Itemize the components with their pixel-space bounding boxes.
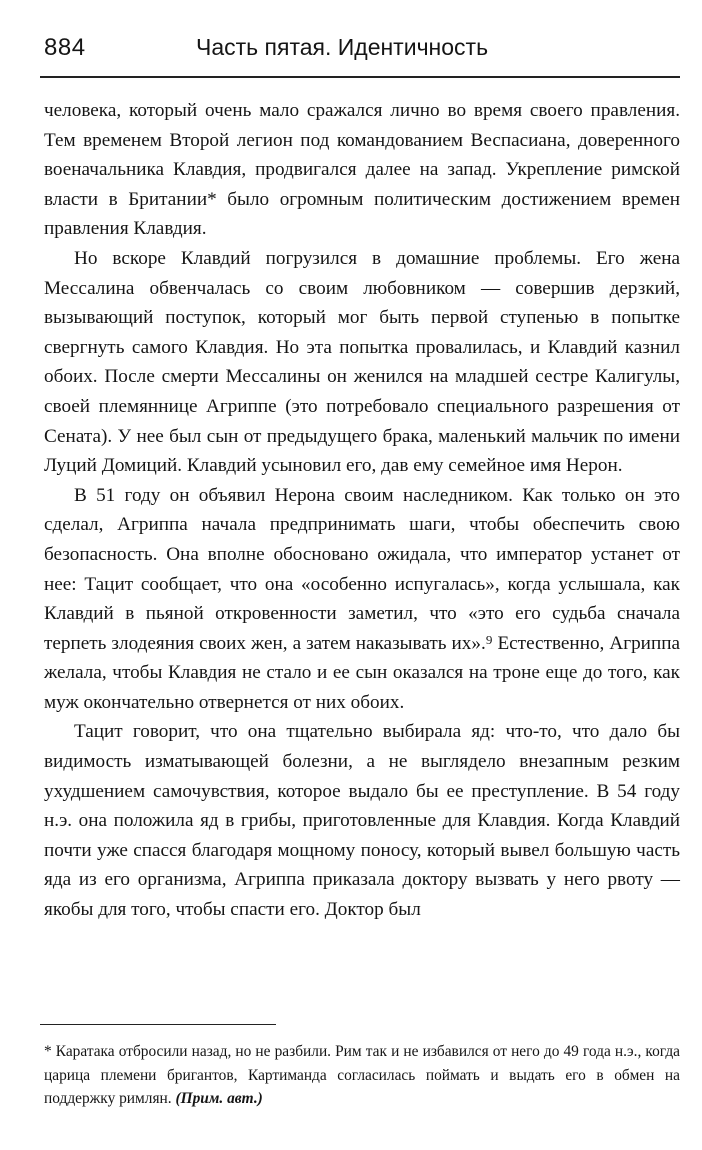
footnote (44, 1040, 680, 1111)
footnote-text: * Каратака отбросили назад, но не разбили. Рим так и не избавился от него до 49 года н.э., когда царица племени бригантов, Картиманда согласилась поймать и выдать его в обмен на поддержку римлян. (44, 1043, 680, 1108)
header-divider (40, 76, 680, 78)
paragraph: В 51 году он объявил Нерона своим наследником. Как только он это сделал, Агриппа начала предпринимать шаги, чтобы обеспечить свою безопасность. Она вполне обосновано ожидала, что император устанет от нее: Тацит сообщает, что она «особенно испугалась», когда услышала, как Клавдий в пьяной откровенности заметил, что «это его судьба сначала терпеть злодеяния своих жен, а затем наказывать их».⁹ Естественно, Агриппа желала, чтобы Клавдия не стало и ее сын оказался на троне еще до того, как муж окончательно отвернется от них обоих. (44, 484, 680, 713)
main-text (44, 96, 680, 925)
running-title: Часть пятая. Идентичность (196, 34, 489, 60)
footnote-author-note: (Прим. авт.) (175, 1090, 263, 1108)
paragraph: Тацит говорит, что она тщательно выбирала яд: что-то, что дало бы видимость изматывающей болезни, а не выглядело внезапным резким ухудшением самочувствия, которое выдало бы ее преступление. В 54 году н.э. она положила яд в грибы, приготовленные для Клавдия. Когда Клавдий почти уже спасся благодаря мощному поносу, который вывел большую часть яда из его организма, Агриппа приказала доктору вызвать у него рвоту — якобы для того, чтобы спасти его. Доктор был (44, 721, 680, 921)
page-header (40, 28, 680, 72)
footnote-divider (40, 1024, 276, 1025)
page-number: 884 (44, 34, 86, 61)
paragraph: Но вскоре Клавдий погрузился в домашние проблемы. Его жена Мессалина обвенчалась со своим любовником — совершив дерзкий, вызывающий поступок, который мог быть первой ступенью в попытке свергнуть самого Клавдия. Но эта попытка провалилась, и Клавдий казнил обоих. После смерти Мессалины он женился на младшей сестре Калигулы, своей племяннице Агриппе (это потребовало специального разрешения от Сената). У нее был сын от предыдущего брака, маленький мальчик по имени Луций Домиций. Клавдий усыновил его, дав ему семейное имя Нерон. (44, 247, 680, 477)
paragraph-continued: человека, который очень мало сражался лично во время своего правления. Тем временем Второй легион под командованием Веспасиана, доверенного военачальника Клавдия, продвигался далее на запад. Укрепление римской власти в Британии* было огромным политическим достижением времен правления Клавдия. (44, 100, 680, 240)
